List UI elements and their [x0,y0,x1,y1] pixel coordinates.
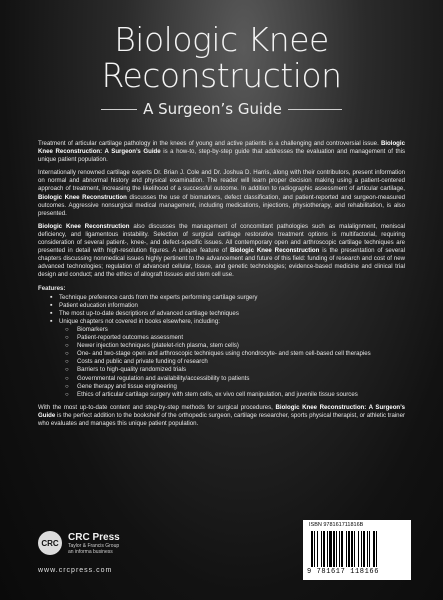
subfeature-item: ○ Newer injection techniques (platelet-rich plasma, stem cells) [73,342,405,350]
paragraph-scope-text: also discusses the management of concomitant pathologies such as malalignment, meniscal deficiency, and ligamentous instability. Selection of surgical cartilage restorative treatment options is multifactorial, requiring consideration of several patient-, knee-, and defect-specific issues. All contemporary open and arthroscopic cartilage techniques are presented in detail with high-resolution figures. A unique feature of [38,222,406,255]
publisher-block [38,531,120,555]
paragraph-scope-title-2: Biologic Knee Reconstruction [229,247,320,255]
paragraph-scope-text-end: is the presentation of several chapters discussing nonmedical issues highly pertinent to the advancement and future of this field: funding of research and cost of new advanced technologies; regulation of advanced cellular, tissue, and genetic technologies; evidence-based medicine and clinical trial design and conduct; and the ethics of allograft tissues and stem cell use. [38,247,406,279]
paragraph-intro-title: Biologic Knee Reconstruction: A Surgeon’s Guide [38,140,405,156]
feature-item: ▪ Technique preference cards from the experts performing cartilage surgery [52,294,405,302]
features-heading: Features: [38,284,66,292]
subfeature-item: ○ Ethics of articular cartilage surgery with stem cells, ex vivo cell manipulation, and juvenile tissue sources [73,391,405,399]
paragraph-closing-text: With the most up-to-date content and step-by-step methods for surgical procedures, [38,403,276,411]
paragraph-scope [38,223,405,280]
barcode-digits: 9 781617 118166 [307,568,380,576]
subfeature-item: ○ Governmental regulation and availability/accessibility to patients [73,375,405,383]
book-title-line2: Reconstruction [101,56,342,95]
paragraph-intro-text: Treatment of articular cartilage pathology in the knees of young and active patients is a challenging and controversial issue. [38,140,381,147]
publisher-name: CRC Press [68,531,120,543]
feature-item: ▪ The most up-to-date descriptions of advanced cartilage techniques [52,310,405,318]
subfeature-item: ○ Gene therapy and tissue engineering [73,383,405,391]
publisher-tagline: an informa business [68,548,113,555]
paragraph-intro [38,140,405,164]
book-title-line1: Biologic Knee [114,20,329,59]
subfeature-item: ○ Biomarkers [73,326,405,334]
subfeature-item: ○ Costs and public and private funding of research [73,358,405,366]
paragraph-authors-text: Internationally renowned cartilage experts Dr. Brian J. Cole and Dr. Joshua D. Harris, along with their contributors, present information on normal and abnormal history and physical examination. The reader will learn proper decision making using a patient-centered approach of treatment, increasing the likelihood of a successful outcome. In addition to radiographic assessment of articular cartilage, [38,169,405,193]
crc-logo-icon: CRC [38,531,62,555]
subtitle-rule-right [288,109,342,110]
publisher-group: Taylor & Francis Group [68,542,120,549]
publisher-text [68,532,120,555]
cover-header [0,0,443,128]
publisher-website: www.crcpress.com [38,567,113,574]
subtitle-rule-left [101,109,137,110]
feature-item-chapters [52,318,405,399]
paragraph-closing [38,404,405,428]
paragraph-authors-text-end: discusses the use of biomarkers, defect classification, and patient-reported and surgeon-measured outcomes. Aggressive nonsurgical medical management, including medications, injections, physiotherapy, and rehabilitation, is also presented. [38,193,406,217]
paragraph-closing-text-end: is the perfect addition to the bookshelf of the orthopedic surgeon, cartilage researcher, sports physical therapist, or athletic trainer who evaluates and manages this unique patient population. [38,411,405,427]
barcode-panel [303,520,411,580]
paragraph-closing-title: Biologic Knee Reconstruction: A Surgeon’s Guide [38,403,405,419]
subfeatures-list [59,326,405,399]
barcode-icon [311,531,403,567]
features-list [38,294,405,399]
subtitle-text: A Surgeon’s Guide [143,100,282,118]
blurb [38,140,405,433]
paragraph-authors [38,169,405,218]
isbn-label: ISBN 978161711816B [309,522,364,528]
paragraph-scope-title: Biologic Knee Reconstruction [38,222,130,230]
feature-item: ▪ Patient education information [52,302,405,310]
paragraph-intro-text-end: is a how-to, step-by-step guide that addresses the evaluation and management of this unique patient population. [38,148,405,164]
subfeature-item: ○ One- and two-stage open and arthroscopic techniques using chondrocyte- and stem cell-based cell therapies [73,350,405,358]
subfeature-item: ○ Patient-reported outcomes assessment [73,334,405,342]
paragraph-authors-title: Biologic Knee Reconstruction [38,193,127,201]
subfeature-item: ○ Barriers to high-quality randomized trials [73,366,405,374]
feature-item-text: Unique chapters not covered in books elsewhere, including: [59,317,220,325]
book-subtitle [0,100,443,118]
